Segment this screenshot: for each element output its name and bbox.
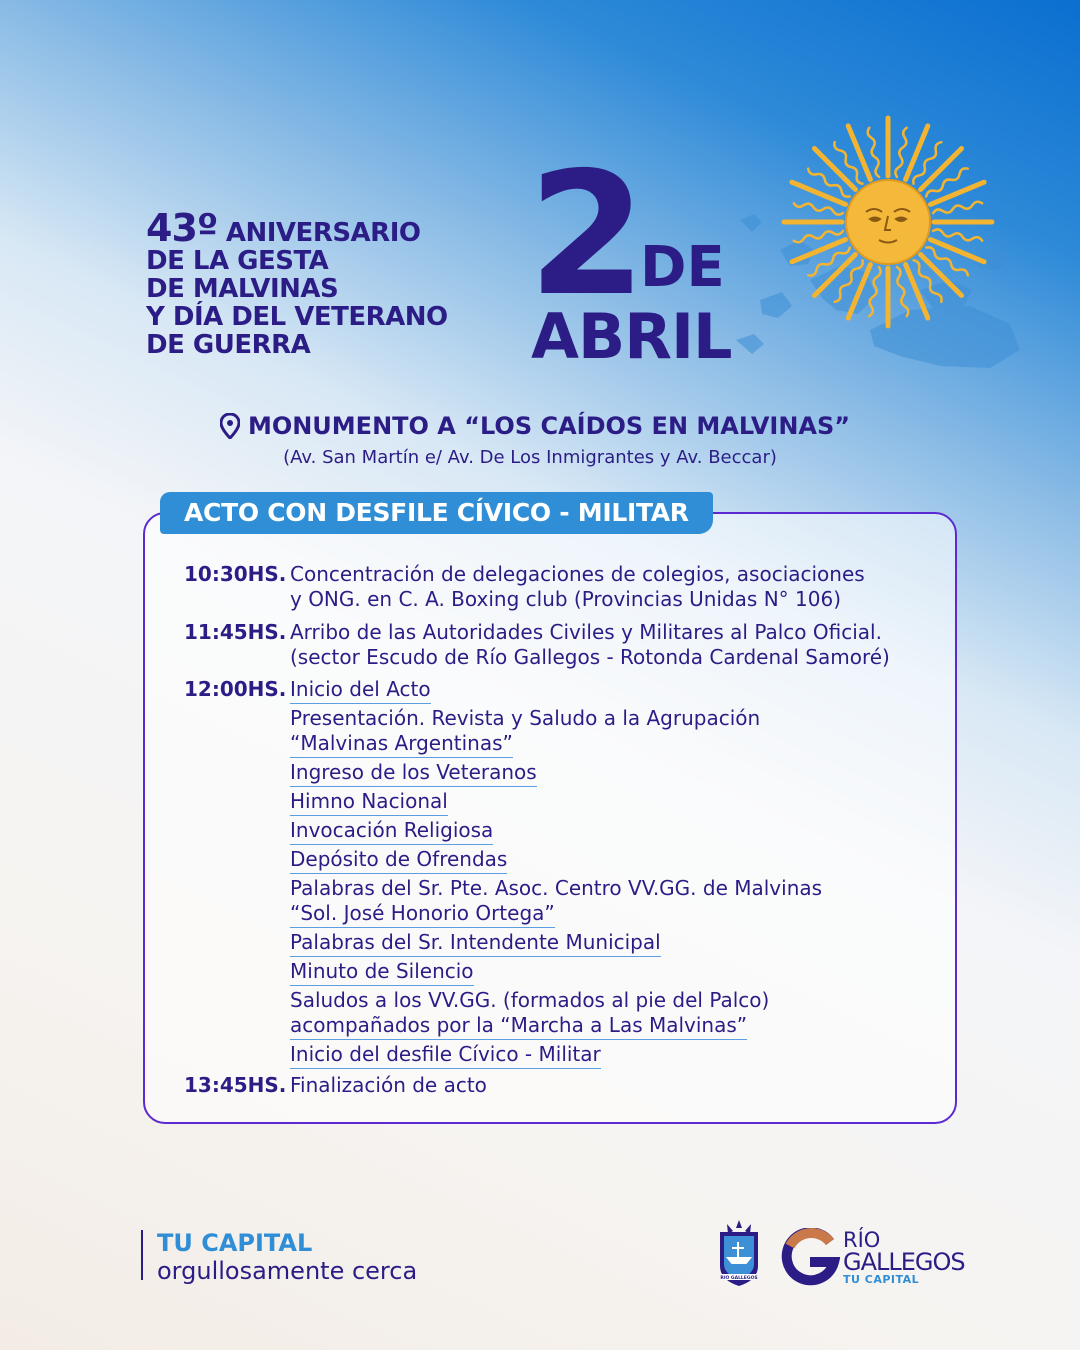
program-item: acompañados por la “Marcha a Las Malvinas” xyxy=(290,1013,747,1040)
program-item: Minuto de Silencio xyxy=(290,959,474,986)
date-month: ABRIL xyxy=(531,300,732,373)
program-item: Inicio del Acto xyxy=(290,677,431,704)
title-line-2: DE LA GESTA xyxy=(146,246,329,276)
sun-ray xyxy=(895,128,906,177)
sun-ray xyxy=(921,255,962,296)
sun-ray xyxy=(897,267,908,316)
schedule-time: 13:45HS. xyxy=(184,1073,287,1097)
event-title xyxy=(146,206,506,360)
program-item: Himno Nacional xyxy=(290,789,448,816)
sun-ray xyxy=(794,231,843,242)
location-pin-icon xyxy=(220,413,240,439)
sun-ray xyxy=(869,267,880,316)
title-line-4: Y DÍA DEL VETERANO xyxy=(146,302,448,332)
brand-wordmark xyxy=(843,1230,965,1286)
title-line-1: ANIVERSARIO xyxy=(225,218,421,248)
program-item: Inicio del desfile Cívico - Militar xyxy=(290,1042,601,1069)
footer-tagline xyxy=(141,1229,418,1285)
tagline-top: TU CAPITAL xyxy=(157,1229,313,1257)
title-line-3: DE MALVINAS xyxy=(146,274,339,304)
schedule-time: 12:00HS. xyxy=(184,677,287,701)
program-item: “Sol. José Honorio Ortega” xyxy=(290,901,555,928)
schedule-line: Finalización de acto xyxy=(290,1073,487,1097)
card-title: ACTO CON DESFILE CÍVICO - MILITAR xyxy=(160,492,713,534)
sun-ray xyxy=(794,203,843,214)
brand-gallegos: GALLEGOS xyxy=(843,1248,965,1276)
program-item: Depósito de Ofrendas xyxy=(290,847,507,874)
program-item: Saludos a los VV.GG. (formados al pie del Palco) xyxy=(290,988,770,1012)
schedule-line: Arribo de las Autoridades Civiles y Militares al Palco Oficial. xyxy=(290,620,882,644)
program-item: “Malvinas Argentinas” xyxy=(290,731,513,758)
program-item: Palabras del Sr. Intendente Municipal xyxy=(290,930,661,957)
schedule-line: y ONG. en C. A. Boxing club (Provincias Unidas N° 106) xyxy=(290,587,841,611)
schedule-desc xyxy=(290,677,950,1071)
schedule-desc xyxy=(290,620,950,670)
brand-subtitle: TU CAPITAL xyxy=(843,1273,920,1286)
sun-ray xyxy=(868,128,879,177)
location-name: MONUMENTO A “LOS CAÍDOS EN MALVINAS” xyxy=(247,412,851,440)
shield-text: RIO GALLEGOS xyxy=(720,1276,758,1281)
program-item: Invocación Religiosa xyxy=(290,818,493,845)
sun-ray xyxy=(933,202,982,213)
program-item: Presentación. Revista y Saludo a la Agrupación xyxy=(290,706,761,730)
sun-ray xyxy=(921,148,962,189)
schedule-time: 10:30HS. xyxy=(184,562,287,586)
schedule-time: 11:45HS. xyxy=(184,620,287,644)
program-item: Ingreso de los Veteranos xyxy=(290,760,537,787)
rio-gallegos-g-logo xyxy=(780,1228,840,1288)
location-address: (Av. San Martín e/ Av. De Los Inmigrantes y Av. Beccar) xyxy=(283,447,777,468)
location-name-row xyxy=(220,412,850,440)
schedule-desc xyxy=(290,562,950,612)
brand-rio: RÍO xyxy=(843,1228,881,1252)
program-item: Palabras del Sr. Pte. Asoc. Centro VV.GG. de Malvinas xyxy=(290,876,823,900)
sun-ray xyxy=(933,229,982,240)
anniversary-number: 43º xyxy=(146,206,218,250)
schedule-line: (sector Escudo de Río Gallegos - Rotonda Cardenal Samoré) xyxy=(290,645,890,669)
schedule-desc xyxy=(290,1073,950,1098)
date-de: DE xyxy=(640,235,725,300)
municipal-shield-logo xyxy=(714,1218,764,1288)
location xyxy=(0,412,1080,468)
title-line-5: DE GUERRA xyxy=(146,330,311,360)
sun-ray xyxy=(814,148,855,189)
schedule-line: Concentración de delegaciones de colegios, asociaciones xyxy=(290,562,865,586)
sun-ray xyxy=(814,255,855,296)
tagline-bottom: orgullosamente cerca xyxy=(157,1257,418,1285)
date-day: 2 xyxy=(528,136,641,334)
sun-of-may-icon xyxy=(778,112,998,332)
